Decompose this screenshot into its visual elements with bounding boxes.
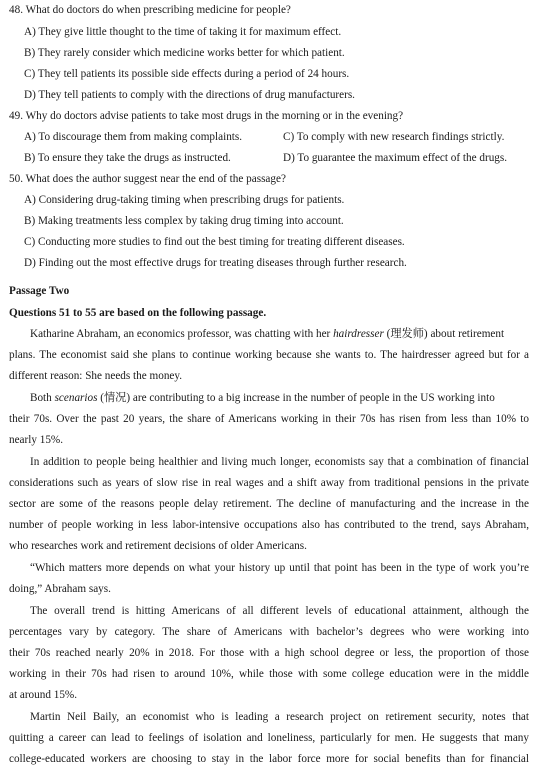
paragraph-5-line-1: The overall trend is hitting Americans of all different levels of educational attainment, although the [30, 605, 529, 617]
paragraph-1-line-1: Katharine Abraham, an economics professor, was chatting with her hairdresser (理发师) about retirement [30, 328, 505, 340]
paragraph-4-line-2: doing,” Abraham says. [9, 583, 111, 595]
question-48-option-a: A) They give little thought to the time of taking it for maximum effect. [24, 26, 342, 38]
paragraph-5-line-4: working in their 70s had risen to around 10%, while those with some college education were in the middle [9, 668, 529, 680]
question-50-option-c: C) Conducting more studies to find out the best timing for treating different diseases. [24, 236, 405, 248]
paragraph-2-line-3: nearly 15%. [9, 434, 64, 446]
question-48-option-d: D) They tell patients to comply with the directions of drug manufacturers. [24, 89, 355, 101]
question-49-option-a: A) To discourage them from making complaints. [24, 131, 243, 143]
paragraph-4-line-1: “Which matters more depends on what your history up until that point has been in the type of work you’re [30, 562, 529, 574]
paragraph-3-line-2: considerations such as years of slow rise in real wages and a shift away from traditional pensions in the private [9, 477, 529, 489]
question-48-stem: 48. What do doctors do when prescribing medicine for people? [9, 4, 291, 16]
passage-intro: Questions 51 to 55 are based on the following passage. [9, 307, 267, 319]
passage-heading: Passage Two [9, 285, 70, 297]
paragraph-6-line-2: quitting a career can lead to feelings of isolation and loneliness, particularly for men. He suggests that many [9, 732, 529, 744]
paragraph-3-line-1: In addition to people being healthier and living much longer, economists say that a combination of financial [30, 456, 529, 468]
question-49-option-d: D) To guarantee the maximum effect of the drugs. [283, 152, 508, 164]
paragraph-1-line-2: plans. The economist said she plans to continue working because she wants to. The hairdresser agreed but for a [9, 349, 529, 361]
paragraph-5-line-5: at around 15%. [9, 689, 78, 701]
term-scenarios: scenarios [54, 392, 98, 404]
paragraph-3-line-4: number of people working in less labor-intensive occupations also has contributed to the trend, says Abraham, [9, 519, 529, 531]
question-50-option-d: D) Finding out the most effective drugs for treating diseases through further research. [24, 257, 407, 269]
question-49-option-b: B) To ensure they take the drugs as instructed. [24, 152, 231, 164]
question-48-option-c: C) They tell patients its possible side effects during a period of 24 hours. [24, 68, 350, 80]
paragraph-3-line-3: sector are some of the reasons people delay retirement. The decline of manufacturing and the increase in the [9, 498, 529, 510]
question-48-option-b: B) They rarely consider which medicine works better for which patient. [24, 47, 345, 59]
paragraph-6-line-1: Martin Neil Baily, an economist who is leading a research project on retirement security, notes that [30, 711, 529, 723]
question-50-stem: 50. What does the author suggest near the end of the passage? [9, 173, 286, 185]
paragraph-5-line-2: percentages vary by category. The share of Americans with bachelor’s degrees who were working into [9, 626, 529, 638]
paragraph-6-line-3: college-educated workers are choosing to stay in the labor force more for social benefits than for financial [9, 753, 529, 765]
paragraph-3-line-5: who researches work and retirement decisions of older Americans. [9, 540, 307, 552]
term-hairdresser: hairdresser [333, 328, 384, 340]
question-49-option-c: C) To comply with new research findings strictly. [283, 131, 505, 143]
question-50-option-b: B) Making treatments less complex by taking drug timing into account. [24, 215, 344, 227]
question-50-option-a: A) Considering drug-taking timing when prescribing drugs for patients. [24, 194, 345, 206]
paragraph-2-line-1: Both scenarios (情况) are contributing to a big increase in the number of people in the US working into [30, 392, 495, 404]
paragraph-2-line-2: their 70s. Over the past 20 years, the share of Americans working in their 70s has risen from less than 10% to [9, 413, 529, 425]
paragraph-1-line-3: different reason: She needs the money. [9, 370, 183, 382]
paragraph-5-line-3: their 70s reached nearly 20% in 2018. For those with a high school degree or less, the proportion of those [9, 647, 529, 659]
question-49-stem: 49. Why do doctors advise patients to take most drugs in the morning or in the evening? [9, 110, 404, 122]
